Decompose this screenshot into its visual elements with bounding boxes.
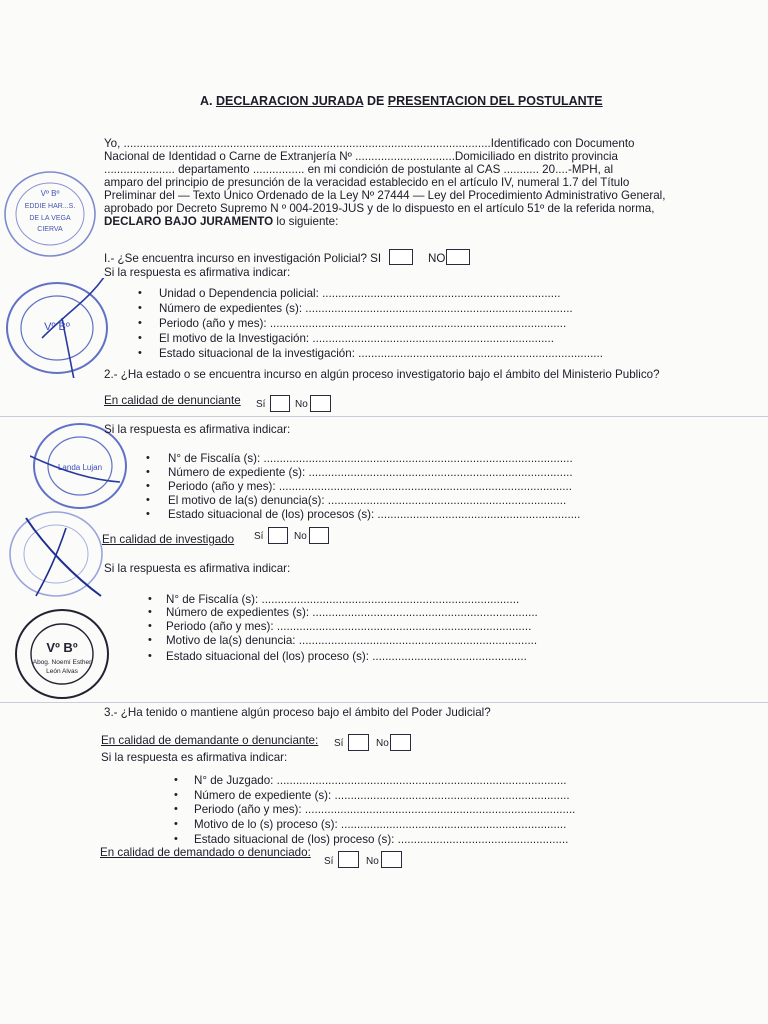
q3-demandado-no-checkbox[interactable] xyxy=(381,851,402,868)
q2-denunciante-no-checkbox[interactable] xyxy=(310,395,331,412)
q3-demandado-label: En calidad de demandado o denunciado: xyxy=(100,846,311,859)
q2-affirm-b: Si la respuesta es afirmativa indicar: xyxy=(104,562,291,575)
stamp1-line1: Vº Bº xyxy=(40,189,60,198)
stamp2-line1: Vº Bº xyxy=(44,321,70,333)
page-title xyxy=(200,94,603,108)
intro-line-3: ...................... departamento ................ en mi condición de postulante al CAS ........... 20....-MPH, al xyxy=(104,163,614,176)
q3-demandado-si-label: Sí xyxy=(324,856,334,867)
q3-item-3: Periodo (año y mes): .................................................................................... xyxy=(194,803,576,816)
q2b-bullet-1: • xyxy=(148,593,152,605)
q2-investigado-si-checkbox[interactable] xyxy=(268,527,288,544)
q2-investigado-label: En calidad de investigado xyxy=(102,533,235,546)
q2-affirm-a: Si la respuesta es afirmativa indicar: xyxy=(104,423,291,436)
q3-demandante-si-checkbox[interactable] xyxy=(348,734,369,751)
q2a-item-2: Número de expediente (s): .................................................................................. xyxy=(168,466,573,479)
q2a-bullet-2: • xyxy=(146,466,150,478)
title-main: DECLARACION JURADA xyxy=(215,94,364,108)
q3-item-4: Motivo de lo (s) proceso (s): ...................................................................... xyxy=(194,818,567,831)
declaro-bold: DECLARO BAJO JURAMENTO xyxy=(104,215,274,228)
q3-item-1: N° de Juzgado: .......................................................................................... xyxy=(194,774,567,787)
intro-line-5: Preliminar del — Texto Único Ordenado de la Ley Nº 27444 — Ley del Procedimiento Administrativo General, xyxy=(104,189,666,202)
q1-item-5: Estado situacional de la investigación: ............................................................................ xyxy=(159,347,603,360)
intro-line-6: aprobado por Decreto Supremo N º 004-2019-JUS y de lo dispuesto en el artículo 51º de la referida norma, xyxy=(104,202,655,215)
q2a-bullet-4: • xyxy=(146,494,150,506)
q1-affirm: Si la respuesta es afirmativa indicar: xyxy=(104,266,291,279)
q3-demandante-no-checkbox[interactable] xyxy=(390,734,411,751)
q1-item-2: Número de expedientes (s): ................................................................................... xyxy=(159,302,573,315)
q2a-item-1: N° de Fiscalía (s): ................................................................................................ xyxy=(168,452,573,465)
q1-bullet-1: • xyxy=(138,287,142,299)
q3-bullet-1: • xyxy=(174,774,178,786)
q1-item-4: El motivo de la Investigación: ........................................................................... xyxy=(159,332,554,345)
q2b-item-1: N° de Fiscalía (s): ................................................................................ xyxy=(166,593,520,606)
q2-investigado-no-label: No xyxy=(294,531,307,542)
q3-demandante-no-label: No xyxy=(376,738,389,749)
q2-denunciante-si-label: Sí xyxy=(256,399,266,410)
stamp-provincial-3 xyxy=(6,508,106,600)
q3-bullet-5: • xyxy=(174,833,178,845)
q1-si-checkbox[interactable] xyxy=(389,249,413,265)
declaro-tail: lo siguiente: xyxy=(273,215,339,228)
q1-bullet-5: • xyxy=(138,347,142,359)
q2-denunciante-label: En calidad de denunciante xyxy=(104,394,241,407)
q3-bullet-4: • xyxy=(174,818,178,830)
q2b-item-5: Estado situacional del (los) proceso (s): ................................................ xyxy=(166,650,527,663)
title-prefix: A. xyxy=(200,94,213,108)
q2-investigado-no-checkbox[interactable] xyxy=(309,527,329,544)
intro-line-2: Nacional de Identidad o Carne de Extranjería Nº ...............................Domiciliado en distrito provincia xyxy=(104,150,618,163)
q2a-bullet-5: • xyxy=(146,508,150,520)
q2a-item-3: Periodo (año y mes): ........................................................................................... xyxy=(168,480,572,493)
q3-bullet-2: • xyxy=(174,789,178,801)
q3-demandado-no-label: No xyxy=(366,856,379,867)
stamp1-line3: DE LA VEGA xyxy=(29,215,71,222)
q2a-bullet-1: • xyxy=(146,452,150,464)
q1-bullet-3: • xyxy=(138,317,142,329)
stamp5-line2: Abog. Noemí Esther xyxy=(32,659,92,666)
q2-question: 2.- ¿Ha estado o se encuentra incurso en algún proceso investigatorio bajo el ámbito del Ministerio Publico? xyxy=(104,368,660,381)
q3-demandado-si-checkbox[interactable] xyxy=(338,851,359,868)
fold-line-1 xyxy=(0,416,768,417)
q2b-bullet-4: • xyxy=(148,634,152,646)
q1-item-3: Periodo (año y mes): ............................................................................................ xyxy=(159,317,567,330)
q3-affirm: Si la respuesta es afirmativa indicar: xyxy=(101,751,288,764)
stamp-logistica xyxy=(2,168,98,260)
q2-denunciante-si-checkbox[interactable] xyxy=(270,395,290,412)
stamp1-line2: EDDIE HAR...S. xyxy=(24,203,76,210)
stamp-provincial-1 xyxy=(2,278,114,378)
q2b-bullet-3: • xyxy=(148,620,152,632)
q1-no-checkbox[interactable] xyxy=(446,249,470,265)
q3-item-2: Número de expediente (s): ......................................................................... xyxy=(194,789,570,802)
q1-bullet-4: • xyxy=(138,332,142,344)
stamp1-line4: CIERVA xyxy=(37,226,63,233)
fold-line-2 xyxy=(0,702,768,703)
q2b-item-4: Motivo de la(s) denuncia: .......................................................................... xyxy=(166,634,538,647)
q3-demandante-label: En calidad de demandante o denunciante: xyxy=(101,734,319,747)
intro-line-7 xyxy=(104,215,338,228)
q1-no-label: NO xyxy=(428,252,446,265)
q2a-bullet-3: • xyxy=(146,480,150,492)
intro-line-4: amparo del principio de presunción de la veracidad establecido en el artículo IV, numeral 1.7 del Título xyxy=(104,176,630,189)
intro-line-1: Yo, ..................................................................................................................Identificado con Documento xyxy=(104,137,635,150)
q1-item-1: Unidad o Dependencia policial: .......................................................................... xyxy=(159,287,561,300)
stamp3-line1: Landa Lujan xyxy=(57,463,103,472)
q1-bullet-2: • xyxy=(138,302,142,314)
stamp5-line1: Vº Bº xyxy=(46,640,78,655)
q2a-item-5: Estado situacional de (los) procesos (s): ............................................................... xyxy=(168,508,581,521)
stamp5-line3: León Alvas xyxy=(46,668,78,675)
q2b-item-3: Periodo (año y mes): ............................................................................... xyxy=(166,620,532,633)
title-mid: DE xyxy=(366,94,385,108)
q2-denunciante-no-label: No xyxy=(295,399,308,410)
q1-question: I.- ¿Se encuentra incurso en investigación Policial? SI xyxy=(104,252,382,265)
q2-investigado-si-label: Sí xyxy=(254,531,264,542)
q2a-item-4: El motivo de la(s) denuncia(s): .......................................................................... xyxy=(168,494,567,507)
q3-demandante-si-label: Sí xyxy=(334,738,344,749)
stamp-vobo-asesoria xyxy=(12,606,112,702)
q2b-bullet-5: • xyxy=(148,650,152,662)
q2b-item-2: Número de expedientes (s): ...................................................................... xyxy=(166,606,538,619)
q3-bullet-3: • xyxy=(174,803,178,815)
q3-item-5: Estado situacional de (los) proceso (s): ..................................................... xyxy=(194,833,569,846)
q3-question: 3.- ¿Ha tenido o mantiene algún proceso bajo el ámbito del Poder Judicial? xyxy=(104,706,491,719)
q2b-bullet-2: • xyxy=(148,606,152,618)
title-rest: PRESENTACION DEL POSTULANTE xyxy=(387,94,603,108)
